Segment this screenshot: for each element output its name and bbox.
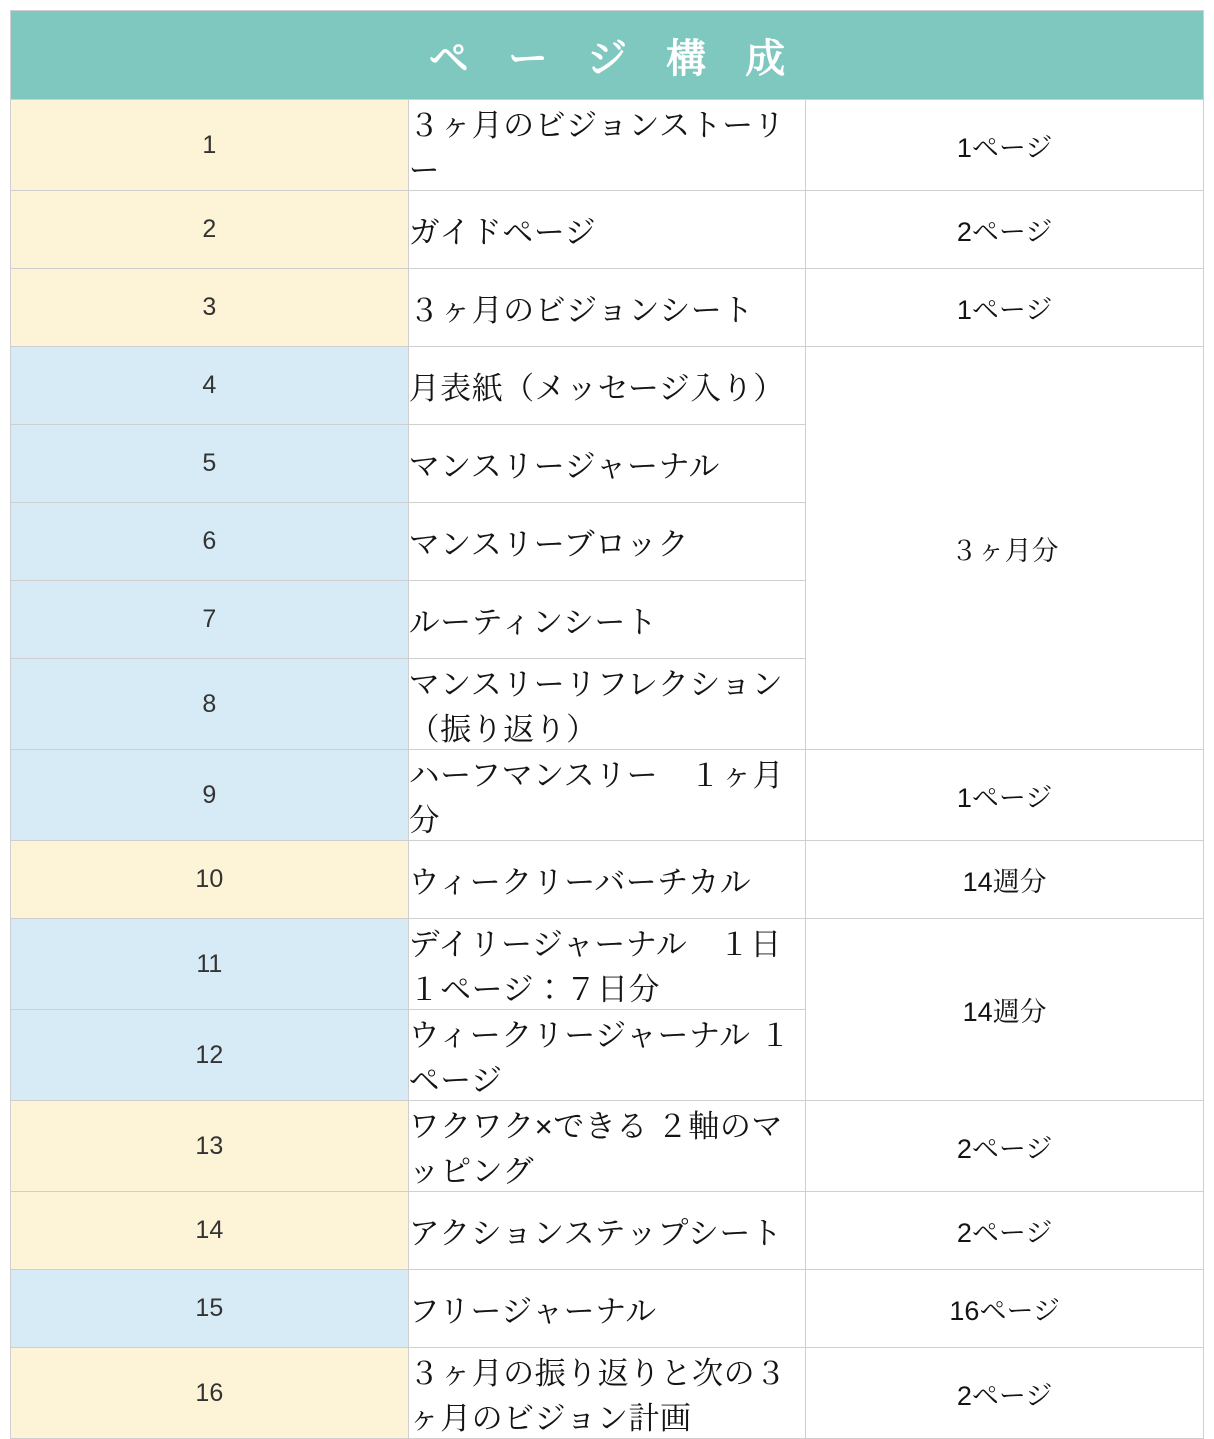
row-label: マンスリージャーナル	[408, 425, 806, 503]
table-row	[11, 1348, 1204, 1439]
row-number: 13	[11, 1101, 409, 1192]
row-number: 4	[11, 347, 409, 425]
row-label: ウィークリージャーナル １ページ	[408, 1010, 806, 1101]
page-title: ペ ー ジ 構 成	[11, 11, 1204, 100]
row-label: マンスリーブロック	[408, 503, 806, 581]
row-label: フリージャーナル	[408, 1270, 806, 1348]
row-label: ウィークリーバーチカル	[408, 841, 806, 919]
row-count: 1ページ	[806, 750, 1204, 841]
table-title-row	[11, 11, 1204, 100]
row-label: ガイドページ	[408, 191, 806, 269]
row-count: 2ページ	[806, 1101, 1204, 1192]
row-label: ハーフマンスリー １ヶ月分	[408, 750, 806, 841]
row-label: 月表紙（メッセージ入り）	[408, 347, 806, 425]
row-number: 12	[11, 1010, 409, 1101]
table-row	[11, 919, 1204, 1010]
row-number: 9	[11, 750, 409, 841]
row-count: 2ページ	[806, 1348, 1204, 1439]
row-label: ３ヶ月の振り返りと次の３ヶ月のビジョン計画	[408, 1348, 806, 1439]
row-count: 14週分	[806, 841, 1204, 919]
row-number: 15	[11, 1270, 409, 1348]
row-label: ３ヶ月のビジョンストーリー	[408, 100, 806, 191]
table-row	[11, 1101, 1204, 1192]
row-number: 6	[11, 503, 409, 581]
row-label: マンスリーリフレクション（振り返り）	[408, 659, 806, 750]
row-label: デイリージャーナル １日１ページ：７日分	[408, 919, 806, 1010]
table-row	[11, 347, 1204, 425]
row-label: ３ヶ月のビジョンシート	[408, 269, 806, 347]
table-row	[11, 1270, 1204, 1348]
row-number: 3	[11, 269, 409, 347]
table-row	[11, 191, 1204, 269]
row-number: 1	[11, 100, 409, 191]
row-label: ルーティンシート	[408, 581, 806, 659]
row-number: 16	[11, 1348, 409, 1439]
row-count: 1ページ	[806, 269, 1204, 347]
table-row	[11, 841, 1204, 919]
row-number: 2	[11, 191, 409, 269]
row-number: 11	[11, 919, 409, 1010]
row-number: 8	[11, 659, 409, 750]
row-count: 2ページ	[806, 1192, 1204, 1270]
table-row	[11, 269, 1204, 347]
row-number: 10	[11, 841, 409, 919]
page-structure-table	[10, 10, 1204, 1439]
row-count: 1ページ	[806, 100, 1204, 191]
row-label: アクションステップシート	[408, 1192, 806, 1270]
row-number: 7	[11, 581, 409, 659]
row-label: ワクワク×できる ２軸のマッピング	[408, 1101, 806, 1192]
row-count: 16ページ	[806, 1270, 1204, 1348]
row-number: 14	[11, 1192, 409, 1270]
table-row	[11, 1192, 1204, 1270]
table-row	[11, 100, 1204, 191]
table-row	[11, 750, 1204, 841]
row-number: 5	[11, 425, 409, 503]
row-count-merged-weekly: 14週分	[806, 919, 1204, 1101]
row-count-merged-monthly: ３ヶ月分	[806, 347, 1204, 750]
row-count: 2ページ	[806, 191, 1204, 269]
